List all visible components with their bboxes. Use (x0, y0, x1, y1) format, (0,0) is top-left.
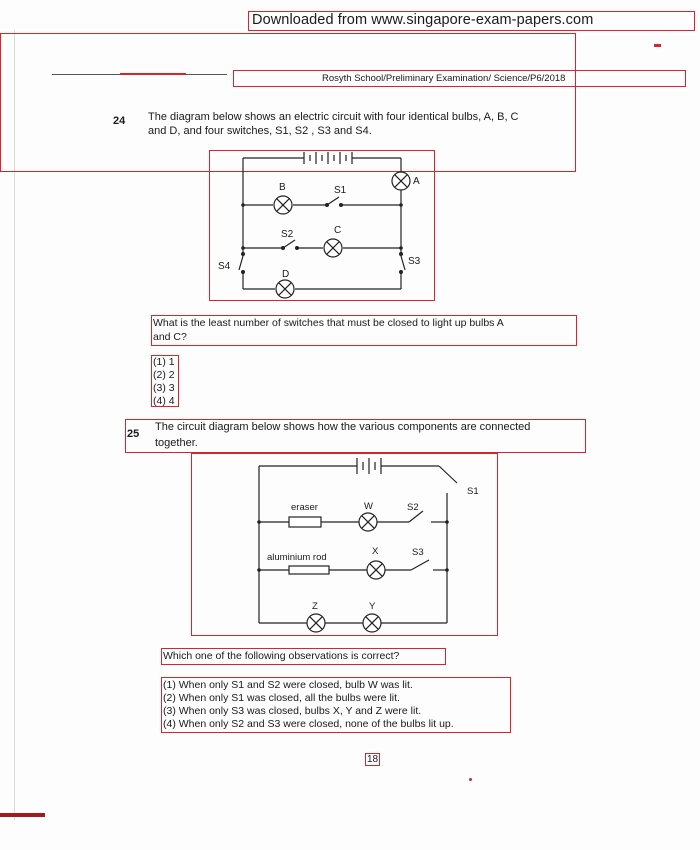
red-dash-mark (654, 44, 661, 47)
q24-option-2[interactable]: (2) 2 (153, 369, 175, 381)
bulb-a-symbol (392, 172, 410, 190)
label-s4: S4 (218, 261, 231, 272)
q25-line2: together. (155, 437, 198, 449)
q24-option-3[interactable]: (3) 3 (153, 382, 175, 394)
label-z: Z (312, 601, 318, 612)
label-w: W (364, 501, 373, 512)
label-s1: S1 (467, 486, 479, 497)
banner-text: Downloaded from www.singapore-exam-papers.com (252, 12, 594, 28)
q24-line2: and D, and four switches, S1, S2 , S3 and S4. (148, 125, 372, 137)
bulb-w-symbol (359, 513, 377, 531)
page-number: 18 (367, 754, 379, 765)
label-s3: S3 (412, 547, 424, 558)
red-dot-mark (469, 778, 472, 781)
q25-circuit-diagram (191, 453, 498, 636)
label-rod: aluminium rod (267, 552, 327, 563)
header-text: Rosyth School/Preliminary Examination/ Science/P6/2018 (322, 73, 566, 84)
bulb-c-symbol (324, 239, 342, 257)
label-y: Y (369, 601, 376, 612)
q24-circuit-diagram (209, 150, 435, 301)
q24-line1: The diagram below shows an electric circuit with four identical bulbs, A, B, C (148, 111, 519, 123)
bulb-x-symbol (367, 561, 385, 579)
header-rule-red (120, 73, 186, 75)
label-s2: S2 (281, 229, 294, 240)
q25-prompt: Which one of the following observations is correct? (163, 650, 400, 662)
q25-option-1[interactable]: (1) When only S1 and S2 were closed, bulb W was lit. (163, 679, 413, 691)
page-bottom-mark (0, 813, 45, 817)
q25-number: 25 (127, 428, 140, 440)
label-d: D (282, 269, 290, 280)
label-s1: S1 (334, 185, 347, 196)
bulb-z-symbol (307, 614, 325, 632)
label-c: C (334, 225, 342, 236)
q25-option-3[interactable]: (3) When only S3 was closed, bulbs X, Y and Z were lit. (163, 705, 422, 717)
bulb-b-symbol (274, 196, 292, 214)
bulb-y-symbol (363, 614, 381, 632)
q24-option-4[interactable]: (4) 4 (153, 395, 175, 407)
label-b: B (279, 182, 286, 193)
q24-prompt-line1: What is the least number of switches that must be closed to light up bulbs A (153, 317, 504, 329)
q25-line1: The circuit diagram below shows how the various components are connected (155, 421, 531, 433)
label-a: A (413, 176, 420, 187)
q24-prompt-line2: and C? (153, 331, 187, 343)
q24-option-1[interactable]: (1) 1 (153, 356, 175, 368)
q24-number: 24 (113, 115, 126, 127)
q25-option-4[interactable]: (4) When only S2 and S3 were closed, none of the bulbs lit up. (163, 718, 454, 730)
label-s2: S2 (407, 502, 419, 513)
label-x: X (372, 546, 379, 557)
label-eraser: eraser (291, 502, 318, 513)
q25-option-2[interactable]: (2) When only S1 was closed, all the bulbs were lit. (163, 692, 400, 704)
bulb-d-symbol (276, 280, 294, 298)
label-s3: S3 (408, 256, 421, 267)
